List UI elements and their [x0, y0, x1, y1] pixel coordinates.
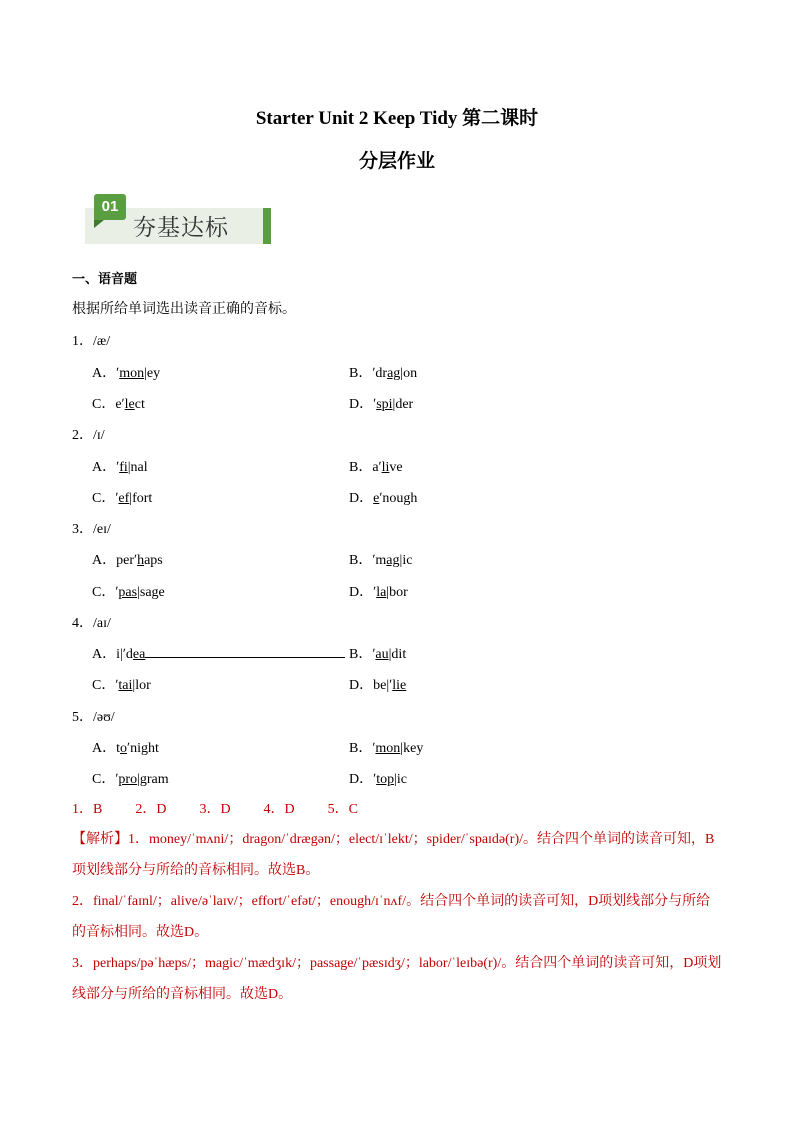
option-b [349, 737, 423, 757]
option-label: D． [349, 678, 374, 693]
option-a [92, 362, 160, 382]
option-text: |fort [129, 491, 153, 506]
option-text: |gram [137, 772, 169, 787]
option-label: C． [92, 397, 116, 412]
option-text: |dit [388, 647, 407, 662]
option-label: D． [349, 585, 374, 600]
option-d [349, 768, 407, 788]
explanation-3 [72, 948, 724, 1010]
option-text: |lor [132, 678, 151, 693]
option-a [92, 643, 345, 663]
option-b [349, 362, 417, 382]
option-text: ʹdr [372, 366, 388, 381]
option-text: eʹ [115, 397, 125, 412]
banner-number-tag: 01 [94, 194, 126, 220]
option-text: |der [392, 397, 414, 412]
option-underlined: au [375, 647, 389, 662]
option-label: C． [92, 491, 116, 506]
option-underlined: ea [132, 647, 146, 662]
option-text: ʹnough [379, 491, 418, 506]
option-underlined: lie [392, 678, 407, 693]
option-text: ʹ [116, 366, 120, 381]
option-underlined: ag [386, 553, 400, 568]
option-text: |sage [137, 585, 165, 600]
option-text: ʹ [372, 647, 376, 662]
explanation-2 [72, 886, 724, 948]
option-b [349, 456, 403, 476]
option-label: C． [92, 678, 116, 693]
option-text: ʹ [115, 772, 119, 787]
option-text: t [116, 741, 121, 756]
option-b [349, 643, 406, 663]
option-label: B． [349, 553, 373, 568]
option-underlined: pas [118, 585, 138, 600]
option-underlined: pro [118, 772, 138, 787]
option-underlined: le [124, 397, 135, 412]
option-text: i|ʹd [116, 647, 133, 662]
question-number: 4．/aɪ/ [72, 616, 111, 631]
option-text: |nal [127, 460, 148, 475]
option-text: ve [389, 460, 403, 475]
answer-key: 1．B 2．D 3．D 4．D 5．C [72, 802, 359, 817]
option-text: |bor [386, 585, 408, 600]
option-label: D． [349, 491, 374, 506]
question-number: 1．/æ/ [72, 334, 111, 349]
option-underlined: h [137, 553, 145, 568]
option-label: A． [92, 553, 117, 568]
option-d [349, 393, 413, 413]
option-text: aps [144, 553, 163, 568]
option-c [92, 487, 152, 507]
option-c [92, 768, 169, 788]
option-underlined: la [376, 585, 387, 600]
explanation-1 [72, 824, 724, 886]
banner-tag-tail [94, 220, 104, 228]
option-label: B． [349, 647, 373, 662]
section-heading: 一、语音题 [72, 271, 138, 286]
option-text: |ic [394, 772, 407, 787]
question-number: 2．/ɪ/ [72, 428, 105, 443]
option-text: aʹ [372, 460, 382, 475]
option-underlined: fi [119, 460, 128, 475]
banner-accent-bar [263, 208, 271, 244]
option-underlined: li [381, 460, 390, 475]
option-text: ʹ [373, 585, 377, 600]
option-text: |key [400, 741, 424, 756]
option-c [92, 393, 145, 413]
option-text: ʹnight [127, 741, 159, 756]
option-label: C． [92, 772, 116, 787]
option-text: ʹ [115, 585, 119, 600]
explanation-text: 3．perhaps/pəˈhæps/；magic/ˈmædʒɪk/；passage/ˈpæsɪdʒ/；labor/ˈleɪbə(r)/。结合四个单词的读音可知，D项划线部分与所给的音标相同。故选D。 [72, 956, 722, 1002]
option-underlined: o [120, 741, 128, 756]
option-c [92, 581, 165, 601]
option-text: ʹ [115, 678, 119, 693]
page-title: Starter Unit 2 Keep Tidy 第二课时 [255, 108, 539, 129]
option-d [349, 674, 406, 694]
option-label: B． [349, 460, 373, 475]
option-text: |ey [144, 366, 161, 381]
option-label: A． [92, 741, 117, 756]
option-underlined: ag [387, 366, 401, 381]
option-text: perʹ [116, 553, 138, 568]
option-label: A． [92, 366, 117, 381]
option-a [92, 549, 163, 569]
option-text: be|ʹ [373, 678, 393, 693]
explanation-text: 2．final/ˈfaɪnl/；alive/əˈlaɪv/；effort/ˈefət/；enough/ɪˈnʌf/。结合四个单词的读音可知，D项划线部分与所给的音标相同。故选D。 [72, 894, 711, 940]
option-label: A． [92, 647, 117, 662]
option-underlined: mon [119, 366, 145, 381]
explanation-text: 1．money/ˈmʌni/；dragon/ˈdrægən/；elect/ɪˈlekt/；spider/ˈspaɪdə(r)/。结合四个单词的读音可知，B项划线部分与所给的音标相同。故选B。 [72, 832, 715, 878]
option-label: B． [349, 741, 373, 756]
option-label: D． [349, 397, 374, 412]
option-c [92, 674, 151, 694]
option-a [92, 456, 148, 476]
explanation-tag: 【解析】 [72, 832, 128, 847]
option-a [92, 737, 159, 757]
option-underlined: spi [376, 397, 393, 412]
option-text: ʹ [372, 741, 376, 756]
option-underlined: tai [118, 678, 133, 693]
option-underlined: mon [375, 741, 401, 756]
page-subtitle: 分层作业 [358, 151, 435, 172]
question-number: 3．/eɪ/ [72, 522, 111, 537]
option-text: ʹ [373, 397, 377, 412]
option-text: ʹ [373, 772, 377, 787]
section-banner [85, 192, 271, 244]
option-underlined: ef [118, 491, 130, 506]
option-label: A． [92, 460, 117, 475]
instruction-text: 根据所给单词选出读音正确的音标。 [72, 302, 296, 317]
answer-blank-line [145, 645, 345, 658]
option-label: C． [92, 585, 116, 600]
option-text: ct [134, 397, 145, 412]
option-underlined: e [373, 491, 380, 506]
option-label: B． [349, 366, 373, 381]
option-text: |on [400, 366, 418, 381]
option-d [349, 487, 417, 507]
option-text: ʹ [115, 491, 119, 506]
option-d [349, 581, 408, 601]
option-text: ʹ [116, 460, 120, 475]
option-label: D． [349, 772, 374, 787]
question-number: 5．/əʊ/ [72, 710, 115, 725]
option-text: |ic [399, 553, 413, 568]
banner-title: 夯基达标 [133, 215, 229, 241]
option-b [349, 549, 412, 569]
option-text: ʹm [372, 553, 387, 568]
option-underlined: top [376, 772, 395, 787]
